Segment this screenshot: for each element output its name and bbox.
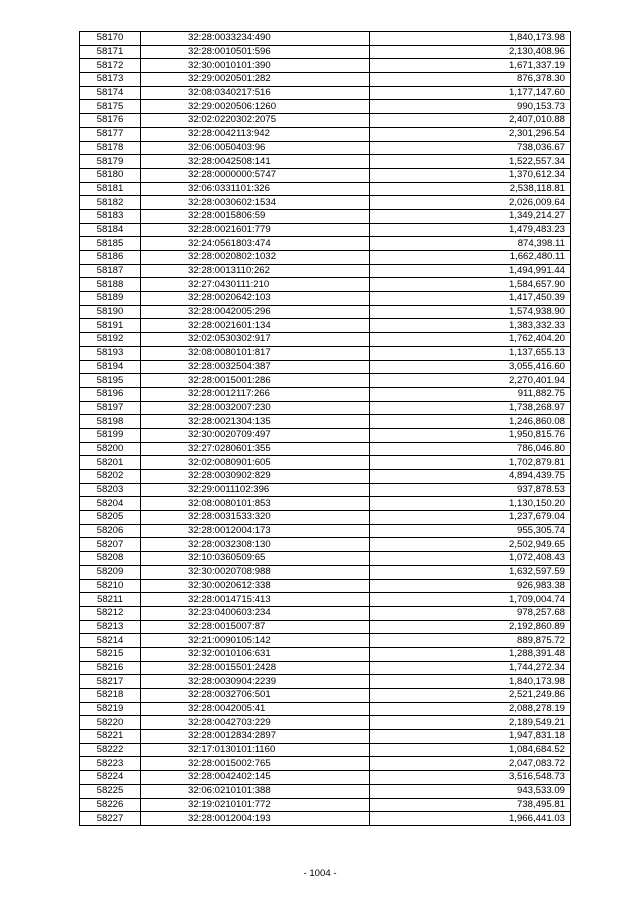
table-row (80, 524, 571, 538)
cadastral-number-cell: 32:19:0210101:772 (141, 798, 370, 812)
row-number-cell: 58203 (80, 483, 141, 497)
table-row (80, 757, 571, 771)
cadastral-number-cell: 32:28:0042402:145 (141, 771, 370, 785)
table-row (80, 497, 571, 511)
table-row (80, 702, 571, 716)
row-number-cell: 58177 (80, 127, 141, 141)
row-number-cell: 58188 (80, 278, 141, 292)
amount-cell: 2,521,249.86 (370, 689, 571, 703)
amount-cell: 2,407,010.88 (370, 114, 571, 128)
table-row (80, 428, 571, 442)
amount-cell: 2,026,009.64 (370, 196, 571, 210)
amount-cell: 1,744,272.34 (370, 661, 571, 675)
row-number-cell: 58184 (80, 223, 141, 237)
cadastral-number-cell: 32:28:0042005:296 (141, 305, 370, 319)
amount-cell: 786,046.80 (370, 442, 571, 456)
cadastral-number-cell: 32:28:0042005:41 (141, 702, 370, 716)
row-number-cell: 58219 (80, 702, 141, 716)
amount-cell: 2,189,549.21 (370, 716, 571, 730)
table-row (80, 319, 571, 333)
cadastral-number-cell: 32:27:0280601:355 (141, 442, 370, 456)
amount-cell: 2,130,408.96 (370, 45, 571, 59)
row-number-cell: 58209 (80, 565, 141, 579)
cadastral-number-cell: 32:28:0030902:829 (141, 470, 370, 484)
cadastral-number-cell: 32:28:0020642:103 (141, 292, 370, 306)
cadastral-number-cell: 32:28:0015001:286 (141, 374, 370, 388)
row-number-cell: 58181 (80, 182, 141, 196)
table-row (80, 730, 571, 744)
table-row (80, 511, 571, 525)
amount-cell: 1,130,150.20 (370, 497, 571, 511)
cadastral-number-cell: 32:28:0010501:596 (141, 45, 370, 59)
row-number-cell: 58178 (80, 141, 141, 155)
row-number-cell: 58205 (80, 511, 141, 525)
amount-cell: 1,288,391.48 (370, 647, 571, 661)
table-row (80, 565, 571, 579)
amount-cell: 1,947,831.18 (370, 730, 571, 744)
cadastral-number-cell: 32:28:0030904:2239 (141, 675, 370, 689)
amount-cell: 1,840,173.98 (370, 675, 571, 689)
table-row (80, 716, 571, 730)
amount-cell: 1,494,991.44 (370, 264, 571, 278)
row-number-cell: 58213 (80, 620, 141, 634)
cadastral-number-cell: 32:32:0010106:631 (141, 647, 370, 661)
row-number-cell: 58186 (80, 251, 141, 265)
row-number-cell: 58190 (80, 305, 141, 319)
row-number-cell: 58191 (80, 319, 141, 333)
amount-cell: 738,036.67 (370, 141, 571, 155)
row-number-cell: 58180 (80, 168, 141, 182)
row-number-cell: 58226 (80, 798, 141, 812)
amount-cell: 2,301,296.54 (370, 127, 571, 141)
table-row (80, 305, 571, 319)
amount-cell: 2,502,949.65 (370, 538, 571, 552)
cadastral-number-cell: 32:29:0020501:282 (141, 73, 370, 87)
table-row (80, 209, 571, 223)
row-number-cell: 58183 (80, 209, 141, 223)
amount-cell: 1,671,337.19 (370, 59, 571, 73)
amount-cell: 1,522,557.34 (370, 155, 571, 169)
row-number-cell: 58225 (80, 784, 141, 798)
cadastral-number-cell: 32:06:0050403:96 (141, 141, 370, 155)
table-row (80, 292, 571, 306)
row-number-cell: 58202 (80, 470, 141, 484)
cadastral-number-cell: 32:02:0220302:2075 (141, 114, 370, 128)
row-number-cell: 58218 (80, 689, 141, 703)
row-number-cell: 58179 (80, 155, 141, 169)
cadastral-number-cell: 32:28:0013110:262 (141, 264, 370, 278)
cadastral-number-cell: 32:28:0012004:173 (141, 524, 370, 538)
table-body (80, 32, 571, 826)
cadastral-number-cell: 32:28:0012117:266 (141, 387, 370, 401)
table-row (80, 360, 571, 374)
amount-cell: 1,632,597.59 (370, 565, 571, 579)
table-row (80, 771, 571, 785)
row-number-cell: 58185 (80, 237, 141, 251)
row-number-cell: 58193 (80, 346, 141, 360)
cadastral-number-cell: 32:24:0561803:474 (141, 237, 370, 251)
table-row (80, 634, 571, 648)
table-row (80, 155, 571, 169)
row-number-cell: 58199 (80, 428, 141, 442)
amount-cell: 1,137,655.13 (370, 346, 571, 360)
cadastral-number-cell: 32:28:0032007:230 (141, 401, 370, 415)
row-number-cell: 58227 (80, 812, 141, 826)
amount-cell: 1,738,268.97 (370, 401, 571, 415)
table-row (80, 223, 571, 237)
row-number-cell: 58211 (80, 593, 141, 607)
row-number-cell: 58187 (80, 264, 141, 278)
table-row (80, 59, 571, 73)
row-number-cell: 58214 (80, 634, 141, 648)
row-number-cell: 58204 (80, 497, 141, 511)
cadastral-number-cell: 32:29:0020506:1260 (141, 100, 370, 114)
cadastral-number-cell: 32:02:0080901:605 (141, 456, 370, 470)
cadastral-number-cell: 32:02:0530302:917 (141, 333, 370, 347)
amount-cell: 1,383,332.33 (370, 319, 571, 333)
amount-cell: 1,237,679.04 (370, 511, 571, 525)
cadastral-number-cell: 32:28:0032706:501 (141, 689, 370, 703)
row-number-cell: 58215 (80, 647, 141, 661)
cadastral-number-cell: 32:28:0015002:765 (141, 757, 370, 771)
row-number-cell: 58174 (80, 86, 141, 100)
cadastral-number-cell: 32:30:0020709:497 (141, 428, 370, 442)
row-number-cell: 58170 (80, 32, 141, 46)
table-row (80, 415, 571, 429)
row-number-cell: 58194 (80, 360, 141, 374)
table-row (80, 456, 571, 470)
amount-cell: 2,192,860.89 (370, 620, 571, 634)
table-row (80, 661, 571, 675)
table-row (80, 620, 571, 634)
cadastral-number-cell: 32:28:0012004:193 (141, 812, 370, 826)
table-row (80, 196, 571, 210)
table-row (80, 812, 571, 826)
row-number-cell: 58216 (80, 661, 141, 675)
amount-cell: 2,047,083.72 (370, 757, 571, 771)
amount-cell: 876,378.30 (370, 73, 571, 87)
cadastral-number-cell: 32:28:0030602:1534 (141, 196, 370, 210)
table-row (80, 333, 571, 347)
table-row (80, 798, 571, 812)
table-row (80, 86, 571, 100)
row-number-cell: 58208 (80, 552, 141, 566)
table-row (80, 470, 571, 484)
cadastral-number-cell: 32:27:0430111:210 (141, 278, 370, 292)
amount-cell: 955,305.74 (370, 524, 571, 538)
cadastral-number-cell: 32:28:0012834:2897 (141, 730, 370, 744)
amount-cell: 937,878.53 (370, 483, 571, 497)
table-row (80, 552, 571, 566)
cadastral-number-cell: 32:28:0031533:320 (141, 511, 370, 525)
row-number-cell: 58224 (80, 771, 141, 785)
amount-cell: 911,882.75 (370, 387, 571, 401)
amount-cell: 4,894,439.75 (370, 470, 571, 484)
row-number-cell: 58182 (80, 196, 141, 210)
table-row (80, 675, 571, 689)
row-number-cell: 58195 (80, 374, 141, 388)
table-row (80, 346, 571, 360)
amount-cell: 2,088,278.19 (370, 702, 571, 716)
page-number: - 1004 - (303, 868, 337, 879)
amount-cell: 1,084,684.52 (370, 743, 571, 757)
amount-cell: 2,270,401.94 (370, 374, 571, 388)
row-number-cell: 58192 (80, 333, 141, 347)
amount-cell: 1,840,173.98 (370, 32, 571, 46)
row-number-cell: 58196 (80, 387, 141, 401)
row-number-cell: 58220 (80, 716, 141, 730)
table-row (80, 127, 571, 141)
table-row (80, 401, 571, 415)
amount-cell: 1,574,938.90 (370, 305, 571, 319)
cadastral-number-cell: 32:28:0032504:387 (141, 360, 370, 374)
data-table (79, 31, 571, 826)
table-row (80, 182, 571, 196)
cadastral-number-cell: 32:28:0014715:413 (141, 593, 370, 607)
amount-cell: 978,257.68 (370, 606, 571, 620)
row-number-cell: 58197 (80, 401, 141, 415)
table-row (80, 442, 571, 456)
table-row (80, 114, 571, 128)
table-row (80, 237, 571, 251)
amount-cell: 1,417,450.39 (370, 292, 571, 306)
row-number-cell: 58207 (80, 538, 141, 552)
table-row (80, 100, 571, 114)
amount-cell: 1,370,612.34 (370, 168, 571, 182)
amount-cell: 1,662,480.11 (370, 251, 571, 265)
amount-cell: 1,349,214.27 (370, 209, 571, 223)
table-row (80, 483, 571, 497)
cadastral-number-cell: 32:06:0331101:326 (141, 182, 370, 196)
row-number-cell: 58189 (80, 292, 141, 306)
cadastral-number-cell: 32:29:0011102:396 (141, 483, 370, 497)
row-number-cell: 58222 (80, 743, 141, 757)
amount-cell: 1,479,483.23 (370, 223, 571, 237)
table-row (80, 743, 571, 757)
amount-cell: 926,983.38 (370, 579, 571, 593)
cadastral-number-cell: 32:21:0090105:142 (141, 634, 370, 648)
amount-cell: 2,538,118.81 (370, 182, 571, 196)
row-number-cell: 58217 (80, 675, 141, 689)
cadastral-number-cell: 32:28:0015806:59 (141, 209, 370, 223)
cadastral-number-cell: 32:28:0042113:942 (141, 127, 370, 141)
table-row (80, 538, 571, 552)
row-number-cell: 58198 (80, 415, 141, 429)
amount-cell: 1,966,441.03 (370, 812, 571, 826)
amount-cell: 1,177,147.60 (370, 86, 571, 100)
table-row (80, 374, 571, 388)
cadastral-number-cell: 32:28:0021601:779 (141, 223, 370, 237)
row-number-cell: 58201 (80, 456, 141, 470)
amount-cell: 1,950,815.76 (370, 428, 571, 442)
row-number-cell: 58221 (80, 730, 141, 744)
table-row (80, 606, 571, 620)
row-number-cell: 58175 (80, 100, 141, 114)
cadastral-number-cell: 32:28:0015007:87 (141, 620, 370, 634)
table-row (80, 784, 571, 798)
cadastral-number-cell: 32:23:0400603:234 (141, 606, 370, 620)
row-number-cell: 58171 (80, 45, 141, 59)
table-row (80, 141, 571, 155)
cadastral-number-cell: 32:08:0340217:516 (141, 86, 370, 100)
amount-cell: 3,516,548.73 (370, 771, 571, 785)
row-number-cell: 58212 (80, 606, 141, 620)
amount-cell: 1,762,404.20 (370, 333, 571, 347)
table-row (80, 593, 571, 607)
cadastral-number-cell: 32:28:0042508:141 (141, 155, 370, 169)
table-row (80, 251, 571, 265)
table-row (80, 168, 571, 182)
cadastral-number-cell: 32:28:0000000:5747 (141, 168, 370, 182)
cadastral-number-cell: 32:17:0130101:1160 (141, 743, 370, 757)
amount-cell: 3,055,416.60 (370, 360, 571, 374)
amount-cell: 943,533.09 (370, 784, 571, 798)
row-number-cell: 58172 (80, 59, 141, 73)
row-number-cell: 58173 (80, 73, 141, 87)
table-row (80, 264, 571, 278)
amount-cell: 1,584,657.90 (370, 278, 571, 292)
cadastral-number-cell: 32:30:0020612:338 (141, 579, 370, 593)
amount-cell: 738,495.81 (370, 798, 571, 812)
table-row (80, 689, 571, 703)
table-row (80, 73, 571, 87)
cadastral-number-cell: 32:28:0015501:2428 (141, 661, 370, 675)
row-number-cell: 58206 (80, 524, 141, 538)
row-number-cell: 58210 (80, 579, 141, 593)
cadastral-number-cell: 32:30:0020708:988 (141, 565, 370, 579)
table-row (80, 387, 571, 401)
amount-cell: 874,398.11 (370, 237, 571, 251)
cadastral-number-cell: 32:28:0032308:130 (141, 538, 370, 552)
cadastral-number-cell: 32:08:0080101:817 (141, 346, 370, 360)
cadastral-number-cell: 32:28:0021304:135 (141, 415, 370, 429)
amount-cell: 1,072,408.43 (370, 552, 571, 566)
cadastral-number-cell: 32:10:0360509:65 (141, 552, 370, 566)
cadastral-number-cell: 32:28:0042703:229 (141, 716, 370, 730)
table-row (80, 647, 571, 661)
table-row (80, 32, 571, 46)
cadastral-number-cell: 32:28:0020802:1032 (141, 251, 370, 265)
table-row (80, 579, 571, 593)
row-number-cell: 58223 (80, 757, 141, 771)
table-row (80, 45, 571, 59)
cadastral-number-cell: 32:06:0210101:388 (141, 784, 370, 798)
cadastral-number-cell: 32:30:0010101:390 (141, 59, 370, 73)
cadastral-number-cell: 32:28:0033234:490 (141, 32, 370, 46)
row-number-cell: 58200 (80, 442, 141, 456)
amount-cell: 1,246,860.08 (370, 415, 571, 429)
amount-cell: 990,153.73 (370, 100, 571, 114)
amount-cell: 1,709,004.74 (370, 593, 571, 607)
row-number-cell: 58176 (80, 114, 141, 128)
amount-cell: 889,875.72 (370, 634, 571, 648)
amount-cell: 1,702,879.81 (370, 456, 571, 470)
cadastral-number-cell: 32:28:0021601:134 (141, 319, 370, 333)
table-row (80, 278, 571, 292)
cadastral-number-cell: 32:08:0080101:853 (141, 497, 370, 511)
